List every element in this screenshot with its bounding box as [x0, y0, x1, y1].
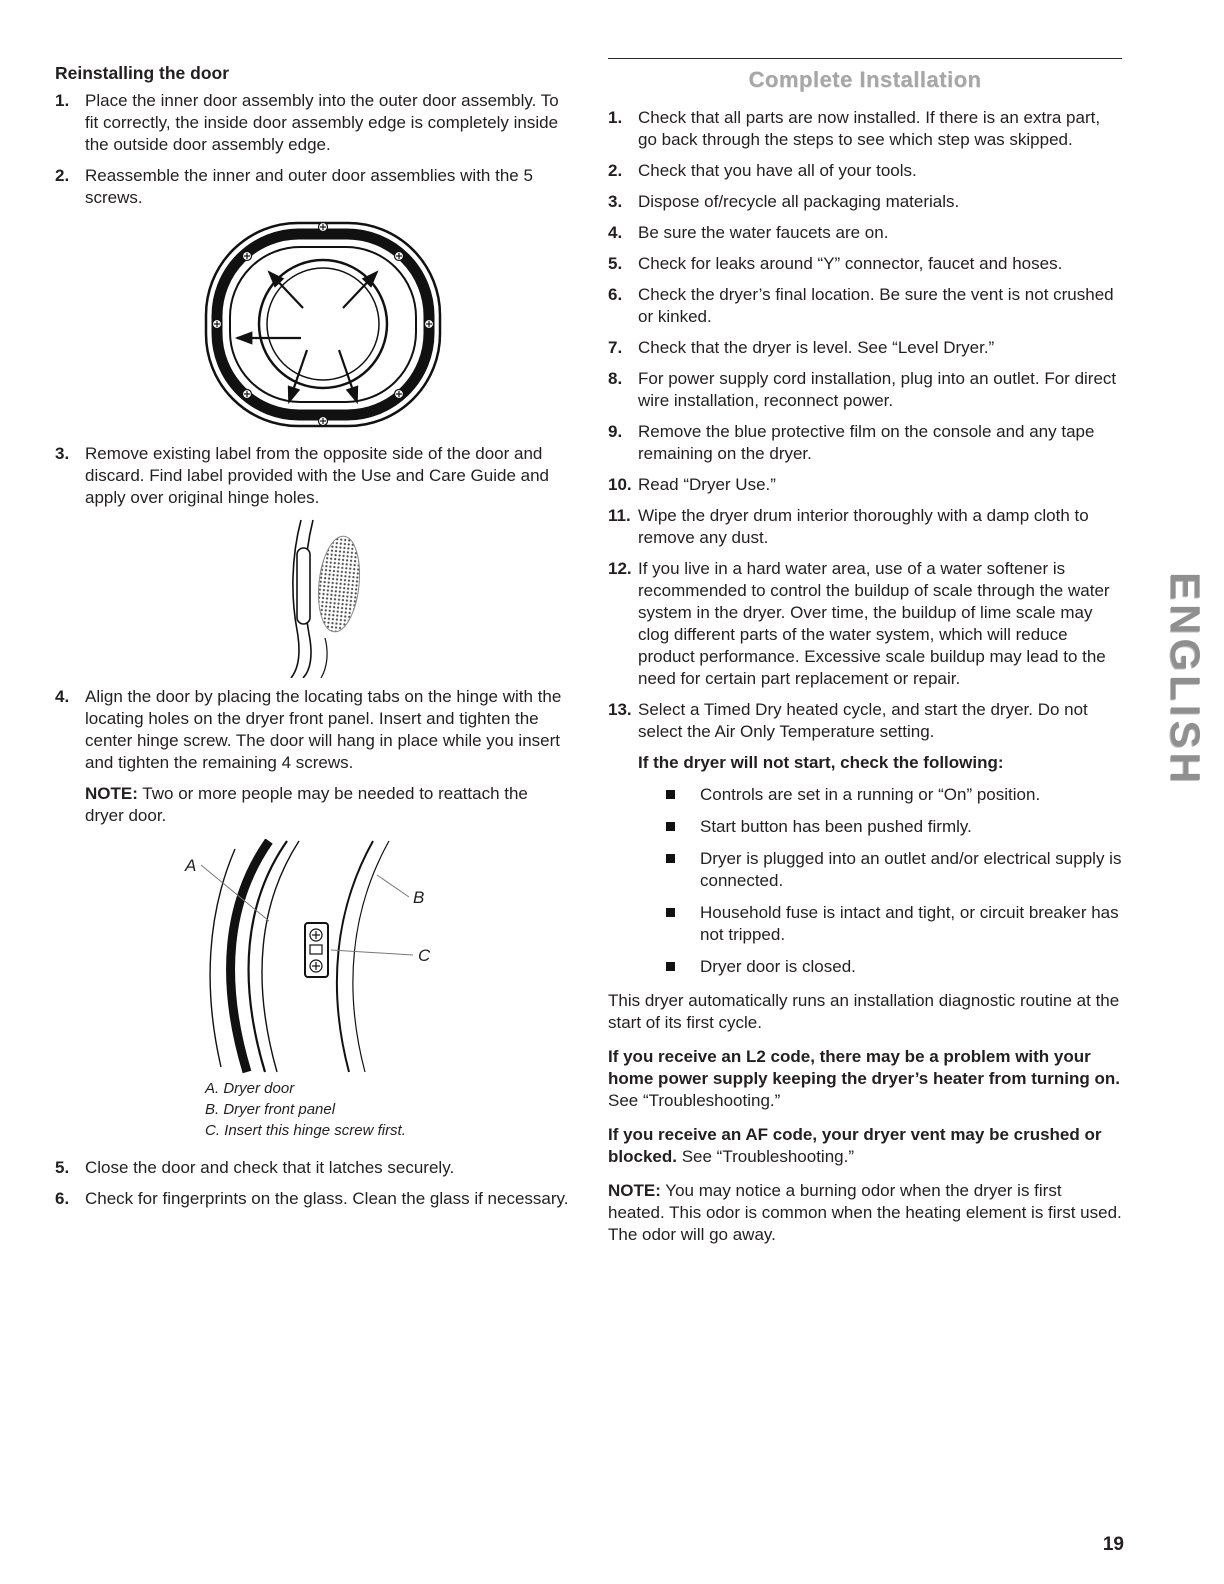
square-bullet-icon [666, 784, 700, 806]
page-number: 19 [1102, 1534, 1124, 1555]
note-text: You may notice a burning odor when the dryer is first heated. This odor is common when the heating element is first used. The odor will go away. [608, 1181, 1122, 1244]
square-bullet-icon [666, 816, 700, 838]
bullet-text: Dryer is plugged into an outlet and/or electrical supply is connected. [700, 849, 1122, 890]
door-hinge-figure [177, 839, 442, 1074]
step-number: 3. [55, 444, 70, 463]
l2-code-paragraph [608, 1046, 1122, 1112]
troubleshoot-subheading: If the dryer will not start, check the following: [638, 753, 1004, 772]
right-step-12 [608, 558, 1122, 690]
step-text: Reassemble the inner and outer door assemblies with the 5 screws. [85, 166, 533, 207]
step-text: Check the dryer’s final location. Be sure the vent is not crushed or kinked. [638, 285, 1114, 326]
step-number: 3. [608, 192, 623, 211]
bullet-text: Dryer door is closed. [700, 957, 856, 976]
callout-label-c: C [418, 946, 431, 965]
step-text: Close the door and check that it latches securely. [85, 1158, 455, 1177]
square-bullet-icon [666, 902, 700, 946]
step-text: Check that you have all of your tools. [638, 161, 917, 180]
step-number: 13. [608, 700, 632, 719]
step-number: 11. [608, 506, 631, 525]
bullet-item [666, 848, 1122, 892]
bullet-text: Start button has been pushed firmly. [700, 817, 972, 836]
right-column [608, 58, 1122, 1256]
step-number: 1. [608, 108, 623, 127]
right-step-4 [608, 222, 1122, 244]
right-step-6 [608, 284, 1122, 328]
right-step-8 [608, 368, 1122, 412]
step-text: Place the inner door assembly into the outer door assembly. To fit correctly, the inside door assembly edge is completely inside the outside door assembly edge. [85, 91, 559, 154]
bullet-text: Controls are set in a running or “On” position. [700, 785, 1041, 804]
callout-label-a: A [185, 856, 197, 875]
step-number: 7. [608, 338, 623, 357]
bullet-text: Household fuse is intact and tight, or circuit breaker has not tripped. [700, 903, 1119, 944]
screw-icons [213, 223, 434, 426]
right-step-11 [608, 505, 1122, 549]
step-number: 8. [608, 369, 623, 388]
step-number: 4. [55, 687, 70, 706]
odor-note-paragraph [608, 1180, 1122, 1246]
right-section-heading: Complete Installation [748, 67, 982, 92]
square-bullet-icon [666, 956, 700, 978]
left-step-4 [55, 686, 571, 774]
left-note [85, 783, 571, 827]
step-number: 10. [608, 475, 632, 494]
step-number: 12. [608, 559, 632, 578]
step-text: Remove the blue protective film on the console and any tape remaining on the dryer. [638, 422, 1095, 463]
bullet-item [666, 784, 1122, 806]
door-assembly-figure [203, 218, 443, 431]
bullet-item [666, 816, 1122, 838]
step-number: 4. [608, 223, 623, 242]
step-text: Remove existing label from the opposite side of the door and discard. Find label provided with the Use and Care Guide and apply over original hinge holes. [85, 444, 549, 507]
square-bullet-icon [666, 848, 700, 892]
step-text: Dispose of/recycle all packaging materials. [638, 192, 960, 211]
step-text: Align the door by placing the locating tabs on the hinge with the locating holes on the dryer front panel. Insert and tighten the center hinge screw. The door will hang in place while you insert and tighten the remaining 4 screws. [85, 687, 562, 772]
step-number: 5. [55, 1158, 70, 1177]
step-number: 6. [608, 285, 623, 304]
step-text: Wipe the dryer drum interior thoroughly with a damp cloth to remove any dust. [638, 506, 1089, 547]
left-column [55, 62, 571, 1219]
right-step-9 [608, 421, 1122, 465]
hinge-holes-figure [267, 518, 377, 678]
step-number: 1. [55, 91, 70, 110]
step-text: Select a Timed Dry heated cycle, and start the dryer. Do not select the Air Only Temperature setting. [638, 700, 1088, 741]
left-step-3 [55, 443, 571, 509]
af-code-bold: If you receive an AF code, your dryer vent may be crushed or blocked. [608, 1125, 1102, 1166]
step-text: Check that the dryer is level. See “Level Dryer.” [638, 338, 995, 357]
step-number: 9. [608, 422, 623, 441]
step-number: 5. [608, 254, 623, 273]
left-step-5 [55, 1157, 571, 1179]
bullet-item [666, 956, 1122, 978]
step-text: Check for fingerprints on the glass. Clean the glass if necessary. [85, 1189, 569, 1208]
right-step-2 [608, 160, 1122, 182]
step-text: Be sure the water faucets are on. [638, 223, 889, 242]
step-number: 2. [55, 166, 70, 185]
left-step-6 [55, 1188, 571, 1210]
step-text: Read “Dryer Use.” [638, 475, 776, 494]
left-section-heading: Reinstalling the door [55, 63, 230, 83]
step-number: 6. [55, 1189, 70, 1208]
right-step-5 [608, 253, 1122, 275]
note-label: NOTE: [85, 784, 138, 803]
note-label: NOTE: [608, 1181, 661, 1200]
diagnostic-paragraph: This dryer automatically runs an installation diagnostic routine at the start of its first cycle. [608, 991, 1120, 1032]
caption-hinge-screw: C. Insert this hinge screw first. [205, 1122, 406, 1139]
l2-code-bold: If you receive an L2 code, there may be a problem with your home power supply keeping the dryer’s heater from turning on. [608, 1047, 1120, 1088]
callout-label-b: B [413, 888, 425, 907]
bullet-item [666, 902, 1122, 946]
language-tab: ENGLISH [1162, 572, 1209, 787]
right-step-7 [608, 337, 1122, 359]
caption-dryer-door: A. Dryer door [205, 1080, 295, 1097]
right-step-10 [608, 474, 1122, 496]
step-text: For power supply cord installation, plug into an outlet. For direct wire installation, reconnect power. [638, 369, 1117, 410]
screw-direction-arrows [237, 272, 377, 402]
step-text: If you live in a hard water area, use of a water softener is recommended to control the buildup of scale through the water system in the dryer. Over time, the buildup of lime scale may clog different parts of the water system, which will reduce product performance. Excessive scale buildup may lead to the need for certain part replacement or repair. [638, 559, 1110, 688]
l2-code-rest: See “Troubleshooting.” [608, 1091, 781, 1110]
af-code-rest: See “Troubleshooting.” [676, 1147, 854, 1166]
left-step-1 [55, 90, 571, 156]
section-divider [608, 58, 1122, 59]
left-step-2 [55, 165, 571, 209]
af-code-paragraph [608, 1124, 1122, 1168]
caption-front-panel: B. Dryer front panel [205, 1101, 336, 1118]
step-number: 2. [608, 161, 623, 180]
note-text: Two or more people may be needed to reattach the dryer door. [85, 784, 528, 825]
step-text: Check that all parts are now installed. If there is an extra part, go back through the steps to see which step was skipped. [638, 108, 1101, 149]
step-text: Check for leaks around “Y” connector, faucet and hoses. [638, 254, 1063, 273]
right-step-3 [608, 191, 1122, 213]
right-step-13 [608, 699, 1122, 743]
figure-captions [205, 1078, 571, 1141]
right-step-1 [608, 107, 1122, 151]
